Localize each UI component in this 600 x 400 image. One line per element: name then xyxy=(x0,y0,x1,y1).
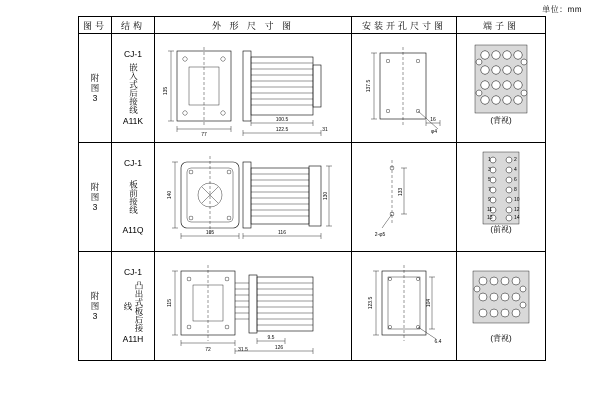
mounting-drawing-1 xyxy=(352,35,456,141)
svg-text:9: 9 xyxy=(487,197,491,203)
svg-text:116: 116 xyxy=(277,230,286,236)
svg-text:11: 11 xyxy=(486,207,493,213)
outline-drawing-1 xyxy=(155,35,351,141)
header-fig-no: 图号 xyxy=(79,17,112,34)
spec-table xyxy=(78,16,546,361)
table-row xyxy=(79,252,546,361)
svg-text:2-φ5: 2-φ5 xyxy=(374,232,386,238)
svg-text:135: 135 xyxy=(162,86,169,96)
outline-drawing-2 xyxy=(155,144,351,250)
svg-text:7: 7 xyxy=(487,187,491,193)
structure-model-3: A11H xyxy=(122,334,144,344)
fig-no-cell-2 xyxy=(79,143,112,252)
structure-code-2: CJ-1 xyxy=(124,158,142,168)
svg-text:31: 31 xyxy=(322,127,328,133)
svg-text:130: 130 xyxy=(322,191,329,201)
svg-text:6.4: 6.4 xyxy=(434,339,442,345)
terminal-caption-3: (背视) xyxy=(490,334,512,343)
fig-no-cell-1 xyxy=(79,34,112,143)
terminal-cell-1 xyxy=(456,34,545,143)
terminal-cell-3 xyxy=(456,252,545,361)
svg-text:13: 13 xyxy=(486,215,493,221)
outline-cell-3 xyxy=(154,252,351,361)
svg-text:1: 1 xyxy=(487,157,491,163)
svg-text:4: 4 xyxy=(513,167,517,173)
svg-text:31.5: 31.5 xyxy=(238,347,248,353)
outline-cell-2 xyxy=(154,143,351,252)
svg-text:122.5: 122.5 xyxy=(275,127,289,133)
table-header-row xyxy=(79,17,546,34)
terminal-cell-2 xyxy=(456,143,545,252)
terminal-drawing-2 xyxy=(457,144,545,250)
header-terminal: 端子图 xyxy=(456,17,545,34)
structure-desc-1: 嵌入式后接线 xyxy=(128,62,139,114)
svg-text:72: 72 xyxy=(205,347,211,353)
svg-text:14: 14 xyxy=(513,215,520,221)
svg-text:3: 3 xyxy=(487,167,491,173)
terminal-drawing-1 xyxy=(457,35,545,141)
structure-code-1: CJ-1 xyxy=(124,49,142,59)
svg-text:104: 104 xyxy=(425,298,432,308)
fig-no-label-1: 附图3 xyxy=(90,73,100,103)
svg-text:9.5: 9.5 xyxy=(267,335,275,341)
structure-model-1: A11K xyxy=(122,116,144,126)
svg-text:77: 77 xyxy=(201,132,207,138)
fig-no-label-2: 附图3 xyxy=(90,182,100,212)
mounting-drawing-2 xyxy=(352,144,456,250)
unit-note: 单位：mm xyxy=(542,5,582,14)
outline-cell-1 xyxy=(154,34,351,143)
structure-code-3: CJ-1 xyxy=(124,267,142,277)
svg-text:16: 16 xyxy=(430,117,436,123)
svg-text:115: 115 xyxy=(166,299,173,307)
mounting-cell-2 xyxy=(351,143,456,252)
fig-no-cell-3 xyxy=(79,252,112,361)
svg-text:140: 140 xyxy=(166,190,173,200)
terminal-caption-1: (背视) xyxy=(490,116,512,125)
header-mounting: 安装开孔尺寸图 xyxy=(351,17,456,34)
svg-text:2: 2 xyxy=(513,157,517,163)
svg-text:6: 6 xyxy=(513,177,517,183)
header-structure: 结构 xyxy=(112,17,155,34)
svg-text:137.5: 137.5 xyxy=(365,79,372,93)
header-outline: 外 形 尺 寸 图 xyxy=(154,17,351,34)
structure-cell-1 xyxy=(112,34,155,143)
svg-text:100.5: 100.5 xyxy=(275,117,289,123)
structure-desc-3: 凸出式板后接线 xyxy=(122,280,144,332)
table-row xyxy=(79,143,546,252)
terminal-caption-2: (前视) xyxy=(490,225,512,234)
fig-no-label-3: 附图3 xyxy=(90,291,100,321)
structure-desc-2: 板前接线 xyxy=(128,180,139,214)
structure-model-2: A11Q xyxy=(122,225,144,235)
svg-text:123.5: 123.5 xyxy=(367,296,374,310)
structure-cell-3 xyxy=(112,252,155,361)
table-row xyxy=(79,34,546,143)
mounting-cell-3 xyxy=(351,252,456,361)
svg-text:10: 10 xyxy=(513,197,520,203)
svg-text:126: 126 xyxy=(274,345,284,351)
svg-text:105: 105 xyxy=(205,230,215,236)
svg-text:133: 133 xyxy=(397,187,404,197)
svg-text:8: 8 xyxy=(513,187,517,193)
svg-text:5: 5 xyxy=(487,177,491,183)
terminal-drawing-3 xyxy=(457,253,545,359)
svg-text:12: 12 xyxy=(513,207,520,213)
mounting-cell-1 xyxy=(351,34,456,143)
structure-cell-2 xyxy=(112,143,155,252)
mounting-drawing-3 xyxy=(352,253,456,359)
svg-text:φ4: φ4 xyxy=(430,129,437,135)
outline-drawing-3 xyxy=(155,253,351,359)
